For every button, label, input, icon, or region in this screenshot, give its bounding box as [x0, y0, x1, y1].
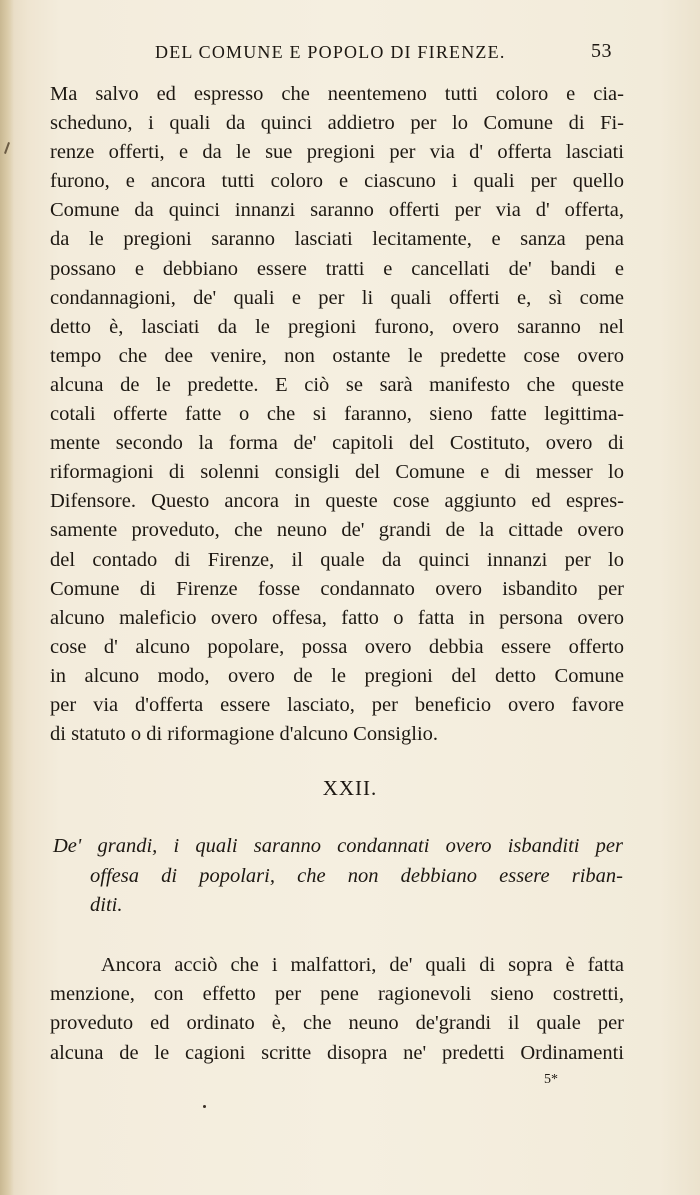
- chapter-title-line: diti.: [90, 894, 123, 916]
- text-line: per via d'offerta essere lasciato, per beneficio overo favore: [50, 693, 624, 716]
- text-line: detto è, lasciati da le pregioni furono, overo saranno nel: [50, 315, 624, 338]
- chapter-title-line: De' grandi, i quali saranno condannati overo isbanditi per: [53, 835, 623, 857]
- text-line: cose d' alcuno popolare, possa overo debbia essere offerto: [50, 635, 624, 658]
- text-line: renze offerti, e da le sue pregioni per via d' offerta lasciati: [50, 141, 624, 164]
- text-line: condannagioni, de' quali e per li quali offerti e, sì come: [50, 286, 624, 309]
- running-head: DEL COMUNE E POPOLO DI FIRENZE.: [155, 42, 506, 62]
- text-line: proveduto ed ordinato è, che neuno de'grandi il quale per: [50, 1012, 624, 1035]
- text-line: Comune di Firenze fosse condannato overo isbandito per: [50, 577, 624, 600]
- body-text: [50, 80, 624, 749]
- text-line: riformagioni di solenni consigli del Comune e di messer lo: [50, 461, 624, 484]
- text-line: mente secondo la forma de' capitoli del Costituto, overo di: [50, 432, 624, 455]
- text-line: possano e debbiano essere tratti e cancellati de' bandi e: [50, 257, 624, 280]
- text-line: furono, e ancora tutti coloro e ciascuno i quali per quello: [50, 170, 624, 193]
- chapter-title-line: offesa di popolari, che non debbiano essere riban-: [90, 864, 623, 887]
- text-line: di statuto o di riformagione d'alcuno Consiglio.: [50, 723, 439, 746]
- text-line: scheduno, i quali da quinci addietro per lo Comune di Fi-: [50, 112, 624, 135]
- text-line: Ancora acciò che i malfattori, de' quali di sopra è fatta: [101, 954, 624, 976]
- text-line: alcuna de le predette. E ciò se sarà manifesto che queste: [50, 373, 624, 396]
- text-line: Ma salvo ed espresso che neentemeno tutti coloro e cia-: [50, 83, 624, 105]
- text-line: samente proveduto, che neuno de' grandi de la cittade overo: [50, 519, 624, 542]
- page-number: 53: [591, 40, 612, 62]
- ink-speck: [203, 1105, 206, 1108]
- text-line: alcuna de le cagioni scritte disopra ne' predetti Ordinamenti: [50, 1041, 624, 1064]
- text-line: in alcuno modo, overo de le pregioni del detto Comune: [50, 664, 624, 687]
- signature-mark: 5*: [544, 1072, 558, 1087]
- text-line: Comune da quinci innanzi saranno offerti per via d' offerta,: [50, 199, 624, 222]
- text-line: cotali offerte fatte o che si faranno, sieno fatte legittima-: [50, 403, 624, 426]
- chapter-title: [53, 832, 623, 921]
- text-line: tempo che dee venire, non ostante le predette cose overo: [50, 344, 624, 367]
- text-line: da le pregioni saranno lasciati lecitamente, e sanza pena: [50, 228, 624, 251]
- chapter-body: [50, 951, 624, 1068]
- text-line: Difensore. Questo ancora in queste cose aggiunto ed espres-: [50, 490, 624, 513]
- text-line: menzione, con effetto per pene ragionevoli sieno costretti,: [50, 983, 624, 1006]
- page-binding-shadow: [0, 0, 14, 1195]
- chapter-numeral: XXII.: [322, 776, 378, 800]
- text-line: del contado di Firenze, il quale da quinci innanzi per lo: [50, 548, 624, 571]
- text-line: alcuno maleficio overo offesa, fatto o fatta in persona overo: [50, 606, 624, 629]
